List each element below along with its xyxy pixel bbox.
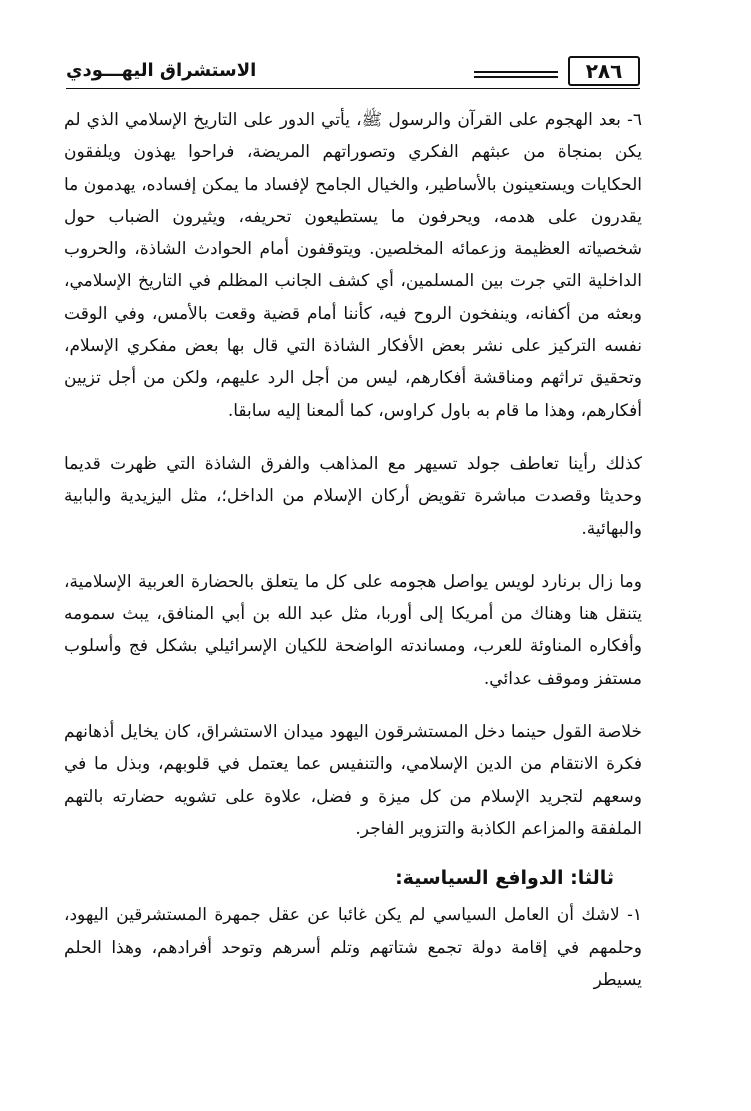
running-title: الاستشراق اليهـــودي (66, 60, 257, 81)
page-body (64, 104, 642, 996)
paragraph-bernard-lewis: وما زال برنارد لويس يواصل هجومه على كل ما يتعلق بالحضارة العربية الإسلامية، يتنقل هنا وهناك من أمريكا إلى أوربا، مثل عبد الله بن أبي المنافق، يبث سمومه وأفكاره المناوئة للعرب، ومساندته الواضحة للكيان الإسرائيلي بشكل فج وأسلوب مستفز وموقف عدائي. (64, 571, 642, 689)
paragraph-political-motive: ١- لاشك أن العامل السياسي لم يكن غائبا عن عقل جمهرة المستشرقين اليهود، وحلمهم في إقامة دولة تجمع شتاتهم وتلم أسرهم وتوحد أفرادهم، وهذا الحلم يسيطر (64, 905, 642, 990)
page-header (66, 56, 640, 90)
paragraph-conclusion: خلاصة القول حينما دخل المستشرقون اليهود ميدان الاستشراق، كان يخايل أذهانهم فكرة الانتقام من الدين الإسلامي، والتنفيس عما يعتمل في قلوبهم، وبذل ما في وسعهم لتجريد الإسلام من كل ميزة و فضل، علاوة على تشويه حضارته بالتهم الملفقة والمزاعم الكاذبة والتزوير الفاجر. (64, 722, 642, 839)
header-rule-lower (474, 76, 558, 78)
header-rule-upper (474, 71, 558, 73)
paragraph-history: ٦- بعد الهجوم على القرآن والرسول ﷺ، يأتي الدور على التاريخ الإسلامي الذي لم يكن بمنجاة من عبثهم الفكري وتصوراتهم المريضة، فراحوا يهذون ويلفقون الحكايات ويستعينون بالأساطير، والخيال الجامح لإفساد ما يمكن إفساده، يهدمون ما يقدرون على هدمه، ويحرفون ما يستطيعون تحريفه، ويثيرون الضباب حول شخصياته العظيمة وزعمائه المخلصين. ويتوقفون أمام الحوادث الشاذة، والحروب الداخلية التي جرت بين المسلمين، أي كشف الجانب المظلم في التاريخ الإسلامي، وبعثه من أكفانه، وينفخون الروح فيه، كأننا أمام قضية وقعت بالأمس، وفي الوقت نفسه التركيز على نشر بعض الأفكار الشاذة التي قال بها بعض مفكري الإسلام، وتحقيق تراثهم ومناقشة أفكارهم، ليس من أجل الرد عليهم، ولكن من أجل تزيين أفكارهم، وهذا ما قام به باول كراوس، كما ألمعنا إليه سابقا. (64, 110, 642, 421)
paragraph-goldziher: كذلك رأينا تعاطف جولد تسيهر مع المذاهب والفرق الشاذة التي ظهرت قديما وحديثا وقصدت مباشرة تقويض أركان الإسلام من الداخل؛، مثل اليزيدية والبابية والبهائية. (64, 453, 642, 539)
header-underline (66, 88, 640, 89)
page-number: ٢٨٦ (568, 56, 640, 86)
section-heading: ثالثا: الدوافع السياسية: (395, 867, 614, 890)
